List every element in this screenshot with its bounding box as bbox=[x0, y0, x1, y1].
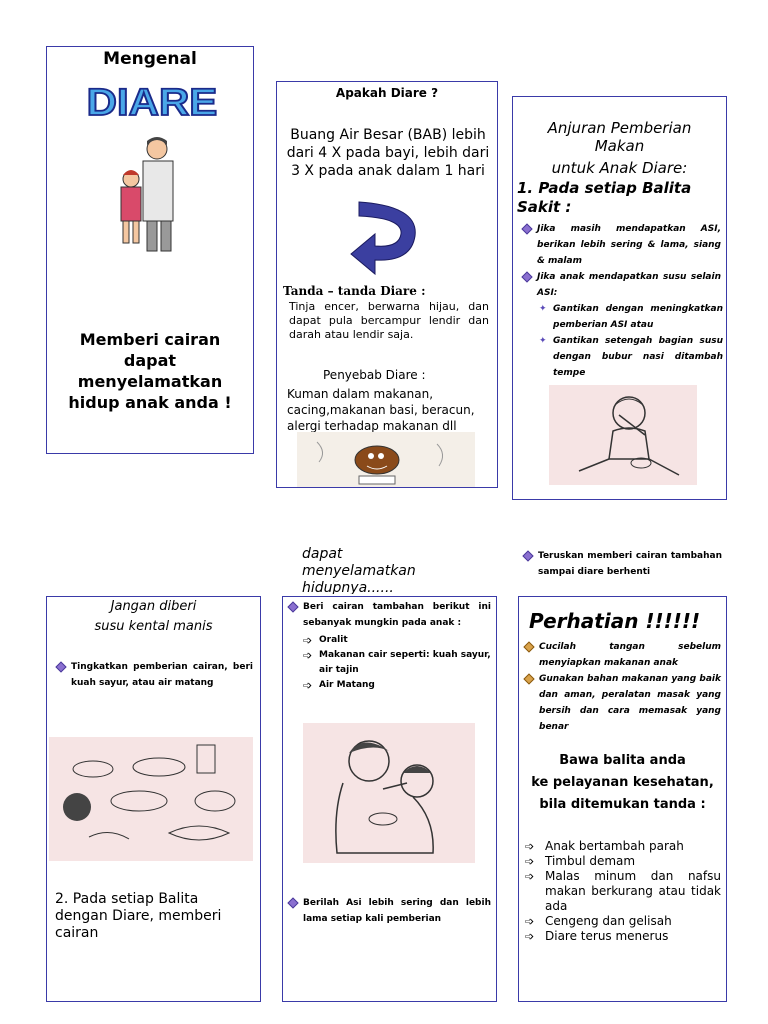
list-item: ➩ Air Matang bbox=[303, 678, 491, 693]
panel-anjuran bbox=[512, 96, 727, 500]
list-item: Berilah Asi lebih sering dan lebih lama setiap kali pemberian bbox=[287, 895, 491, 927]
svg-text:DIARE: DIARE bbox=[86, 81, 218, 124]
list-item: ➩ Makanan cair seperti: kuah sayur, air tajin bbox=[303, 648, 491, 678]
food-illustration bbox=[49, 737, 253, 861]
panel-title: Perhatian !!!!!! bbox=[529, 609, 701, 633]
subtitle: 1. Pada setiap Balita Sakit : bbox=[517, 179, 692, 216]
cause-text: Kuman dalam makanan, cacing,makanan basi, beracun, alergi terhadap makanan dll bbox=[287, 387, 475, 432]
signs-text: Tinja encer, berwarna hijau, dan dapat pula bercampur lendir dan darah atau lendir saja. bbox=[289, 300, 489, 341]
signs-title: Tanda – tanda Diare : bbox=[283, 284, 426, 298]
list-item: ➩ Anak bertambah parah bbox=[525, 839, 721, 854]
panel-title: Apakah Diare ? bbox=[335, 86, 439, 100]
fluid-intro bbox=[287, 599, 491, 631]
feeding-list bbox=[521, 221, 721, 301]
list-item: Gunakan bahan makanan yang baik dan aman, peralatan masak yang bersih dan cara memasak yang benar bbox=[523, 671, 721, 735]
hygiene-list bbox=[523, 639, 721, 735]
fluid-list bbox=[55, 659, 253, 691]
list-item: Jika masih mendapatkan ASI, berikan lebih sering & lama, siang & malam bbox=[521, 221, 721, 269]
list-item: Teruskan memberi cairan tambahan sampai diare berhenti bbox=[522, 548, 722, 580]
panel-beri-cairan bbox=[282, 596, 497, 1002]
list-item: Tingkatkan pemberian cairan, beri kuah sayur, atau air matang bbox=[55, 659, 253, 691]
list-item: ➩ Cengeng dan gelisah bbox=[525, 914, 721, 929]
danger-signs-list bbox=[525, 839, 721, 944]
list-item: Jika anak mendapatkan susu selain ASI: bbox=[521, 269, 721, 301]
continuation-text: dapat menyelamatkan hidupnya...... bbox=[302, 546, 416, 594]
list-item: Cucilah tangan sebelum menyiapkan makanan anak bbox=[523, 639, 721, 671]
bawa-line-3: bila ditemukan tanda : bbox=[539, 797, 706, 812]
bawa-line-1: Bawa balita anda bbox=[559, 753, 686, 768]
panel-jangan-diberi bbox=[46, 596, 261, 1002]
panel-title: Mengenal bbox=[103, 49, 197, 69]
diare-logo-graphic bbox=[67, 79, 237, 129]
continue-fluids-note bbox=[522, 548, 722, 580]
panel-perhatian bbox=[518, 596, 727, 1002]
panel-mengenal bbox=[46, 46, 254, 454]
list-item: ➩ Malas minum dan nafsu makan berkurang atau tidak ada bbox=[525, 869, 721, 914]
mother-feeding-illustration bbox=[303, 723, 475, 863]
title-line-3: untuk Anak Diare: bbox=[551, 159, 688, 177]
breastfeeding-note bbox=[287, 895, 491, 927]
list-item: Beri cairan tambahan berikut ini sebanyak mungkin pada anak : bbox=[287, 599, 491, 631]
cartoon-illustration bbox=[297, 432, 475, 488]
list-item: ➩ Diare terus menerus bbox=[525, 929, 721, 944]
section-2-heading: 2. Pada setiap Balita dengan Diare, memberi cairan bbox=[55, 891, 222, 941]
list-item: ➩ Oralit bbox=[303, 633, 491, 648]
doctor-child-illustration bbox=[107, 135, 187, 255]
panel-body-text: Memberi cairan dapat menyelamatkan hidup anak anda ! bbox=[68, 330, 232, 412]
title-line-2: susu kental manis bbox=[94, 619, 213, 634]
diare-logo bbox=[67, 79, 237, 129]
list-item: ✦ Gantikan dengan meningkatkan pemberian ASI atau bbox=[537, 301, 723, 333]
child-eating-illustration bbox=[549, 385, 697, 485]
cause-title: Penyebab Diare : bbox=[323, 368, 426, 382]
feeding-sublist bbox=[537, 301, 723, 381]
curved-arrow-icon bbox=[349, 196, 429, 278]
definition-text: Buang Air Besar (BAB) lebih dari 4 X pada bayi, lebih dari 3 X pada anak dalam 1 hari bbox=[286, 127, 490, 179]
panel-apakah-diare bbox=[276, 81, 498, 488]
title-line-2: Makan bbox=[594, 137, 645, 155]
title-line-1: Anjuran Pemberian bbox=[547, 119, 692, 137]
bawa-line-2: ke pelayanan kesehatan, bbox=[531, 775, 714, 790]
title-line-1: Jangan diberi bbox=[110, 599, 197, 614]
list-item: ✦ Gantikan setengah bagian susu dengan bubur nasi ditambah tempe bbox=[537, 333, 723, 381]
list-item: ➩ Timbul demam bbox=[525, 854, 721, 869]
fluid-options bbox=[303, 633, 491, 693]
